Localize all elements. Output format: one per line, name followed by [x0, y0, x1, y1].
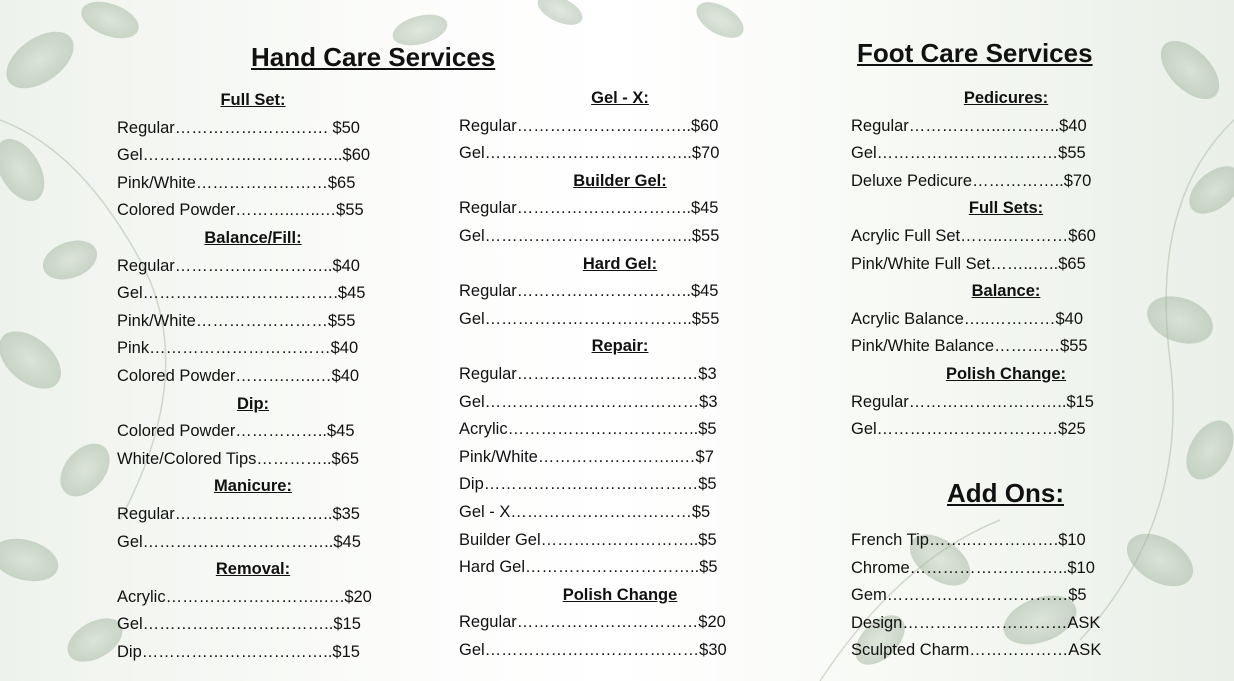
- price-row: Gel……………………………..$45: [117, 532, 361, 551]
- add-ons-column: [851, 527, 1161, 665]
- price-row: Regular…………………………..$45: [459, 282, 719, 301]
- add-on-row: French Tip……..…………….$10: [851, 531, 1086, 549]
- price-row: Gel………………..……………..$60: [117, 146, 371, 165]
- price-row: Deluxe Pedicure……………..$70: [851, 171, 1092, 190]
- price-row: Pink/White Balance…………$55: [851, 337, 1088, 356]
- price-row: Colored Powder………..…..…$55: [117, 201, 364, 220]
- price-row: Acrylic Balance…..…………$40: [851, 309, 1083, 328]
- price-row: Acrylic………………………..….$20: [117, 587, 372, 606]
- section-heading-balance-fill: Balance/Fill:: [204, 228, 302, 247]
- middle-column: [459, 85, 781, 664]
- price-row: Regular……………..………..$40: [851, 116, 1087, 135]
- price-row: Pink/White Full Set……..…..$65: [851, 254, 1086, 273]
- price-row: Regular………………………. $50: [117, 118, 360, 137]
- hand-care-column: [117, 87, 389, 666]
- price-row: Hard Gel…………………………..$5: [459, 558, 718, 577]
- price-row: Gel……………………………$55: [851, 144, 1086, 163]
- section-heading-gel-x: Gel - X:: [591, 89, 649, 107]
- hand-care-title: Hand Care Services: [251, 42, 496, 72]
- price-row: Colored Powder……….…..…$40: [117, 366, 360, 385]
- price-row: Gel……………………………..$15: [117, 615, 361, 634]
- price-row: Pink/White……………………..…$7: [459, 447, 714, 466]
- price-row: White/Colored Tips…………..$65: [117, 449, 360, 468]
- price-row: Acrylic……………………………..$5: [459, 420, 717, 439]
- price-row: Builder Gel………………………..$5: [459, 530, 717, 549]
- price-row: Acrylic Full Set……..…………$60: [851, 226, 1096, 245]
- price-row: Dip……………………………..$15: [117, 642, 360, 661]
- section-heading-full-sets: Full Sets:: [968, 199, 1044, 218]
- section-heading-polish-change-foot: Polish Change:: [945, 364, 1067, 383]
- add-on-row: Gem……………………………$5: [851, 586, 1087, 605]
- section-heading-builder-gel: Builder Gel:: [573, 171, 667, 190]
- section-heading-repair: Repair:: [591, 337, 649, 356]
- section-heading-pedicures: Pedicures:: [963, 89, 1049, 107]
- section-heading-dip: Dip:: [236, 394, 270, 413]
- price-row: Regular…………………………..$45: [459, 199, 719, 218]
- price-row: Gel……………..……………….$45: [117, 284, 366, 303]
- add-on-row: Sculpted Charm………………ASK: [851, 641, 1102, 660]
- price-row: Dip…………………………………$5: [459, 475, 717, 494]
- add-on-row: Chrome………………………..$10: [851, 558, 1095, 577]
- price-row: Gel…………………………………$3: [459, 392, 718, 411]
- section-heading-full-set: Full Set:: [220, 91, 286, 109]
- price-row: Gel…………………………………$30: [459, 640, 727, 659]
- price-row: Gel………………………………..$70: [459, 144, 720, 163]
- price-row: Regular………………………..$35: [117, 504, 360, 523]
- price-row: Pink……………………………$40: [117, 339, 359, 358]
- price-row: Pink/White……………………$55: [117, 311, 356, 330]
- section-heading-removal: Removal:: [215, 560, 291, 579]
- price-row: Regular……………………………$20: [459, 613, 726, 632]
- price-row: Regular………………………..$15: [851, 392, 1094, 411]
- price-row: Regular……………………………$3: [459, 364, 717, 383]
- price-row: Gel - X……………………………$5: [459, 502, 711, 521]
- section-heading-hard-gel: Hard Gel:: [582, 254, 658, 273]
- add-ons-title: Add Ons:: [947, 478, 1064, 508]
- section-heading-manicure: Manicure:: [214, 477, 292, 496]
- price-row: Colored Powder……………..$45: [117, 422, 355, 441]
- section-heading-balance: Balance:: [971, 282, 1041, 301]
- price-row: Gel……………………………$25: [851, 420, 1086, 439]
- foot-care-title: Foot Care Services: [857, 38, 1093, 68]
- price-row: Pink/White……………………$65: [117, 173, 356, 192]
- add-on-row: Design…………………………ASK: [851, 613, 1101, 632]
- foot-care-column: [851, 85, 1161, 444]
- price-row: Regular…………………………..$60: [459, 116, 719, 135]
- price-row: Regular………………………..$40: [117, 256, 360, 275]
- price-row: Gel………………………………..$55: [459, 226, 720, 245]
- price-row: Gel………………………………..$55: [459, 309, 720, 328]
- section-heading-polish-change: Polish Change: [562, 585, 678, 604]
